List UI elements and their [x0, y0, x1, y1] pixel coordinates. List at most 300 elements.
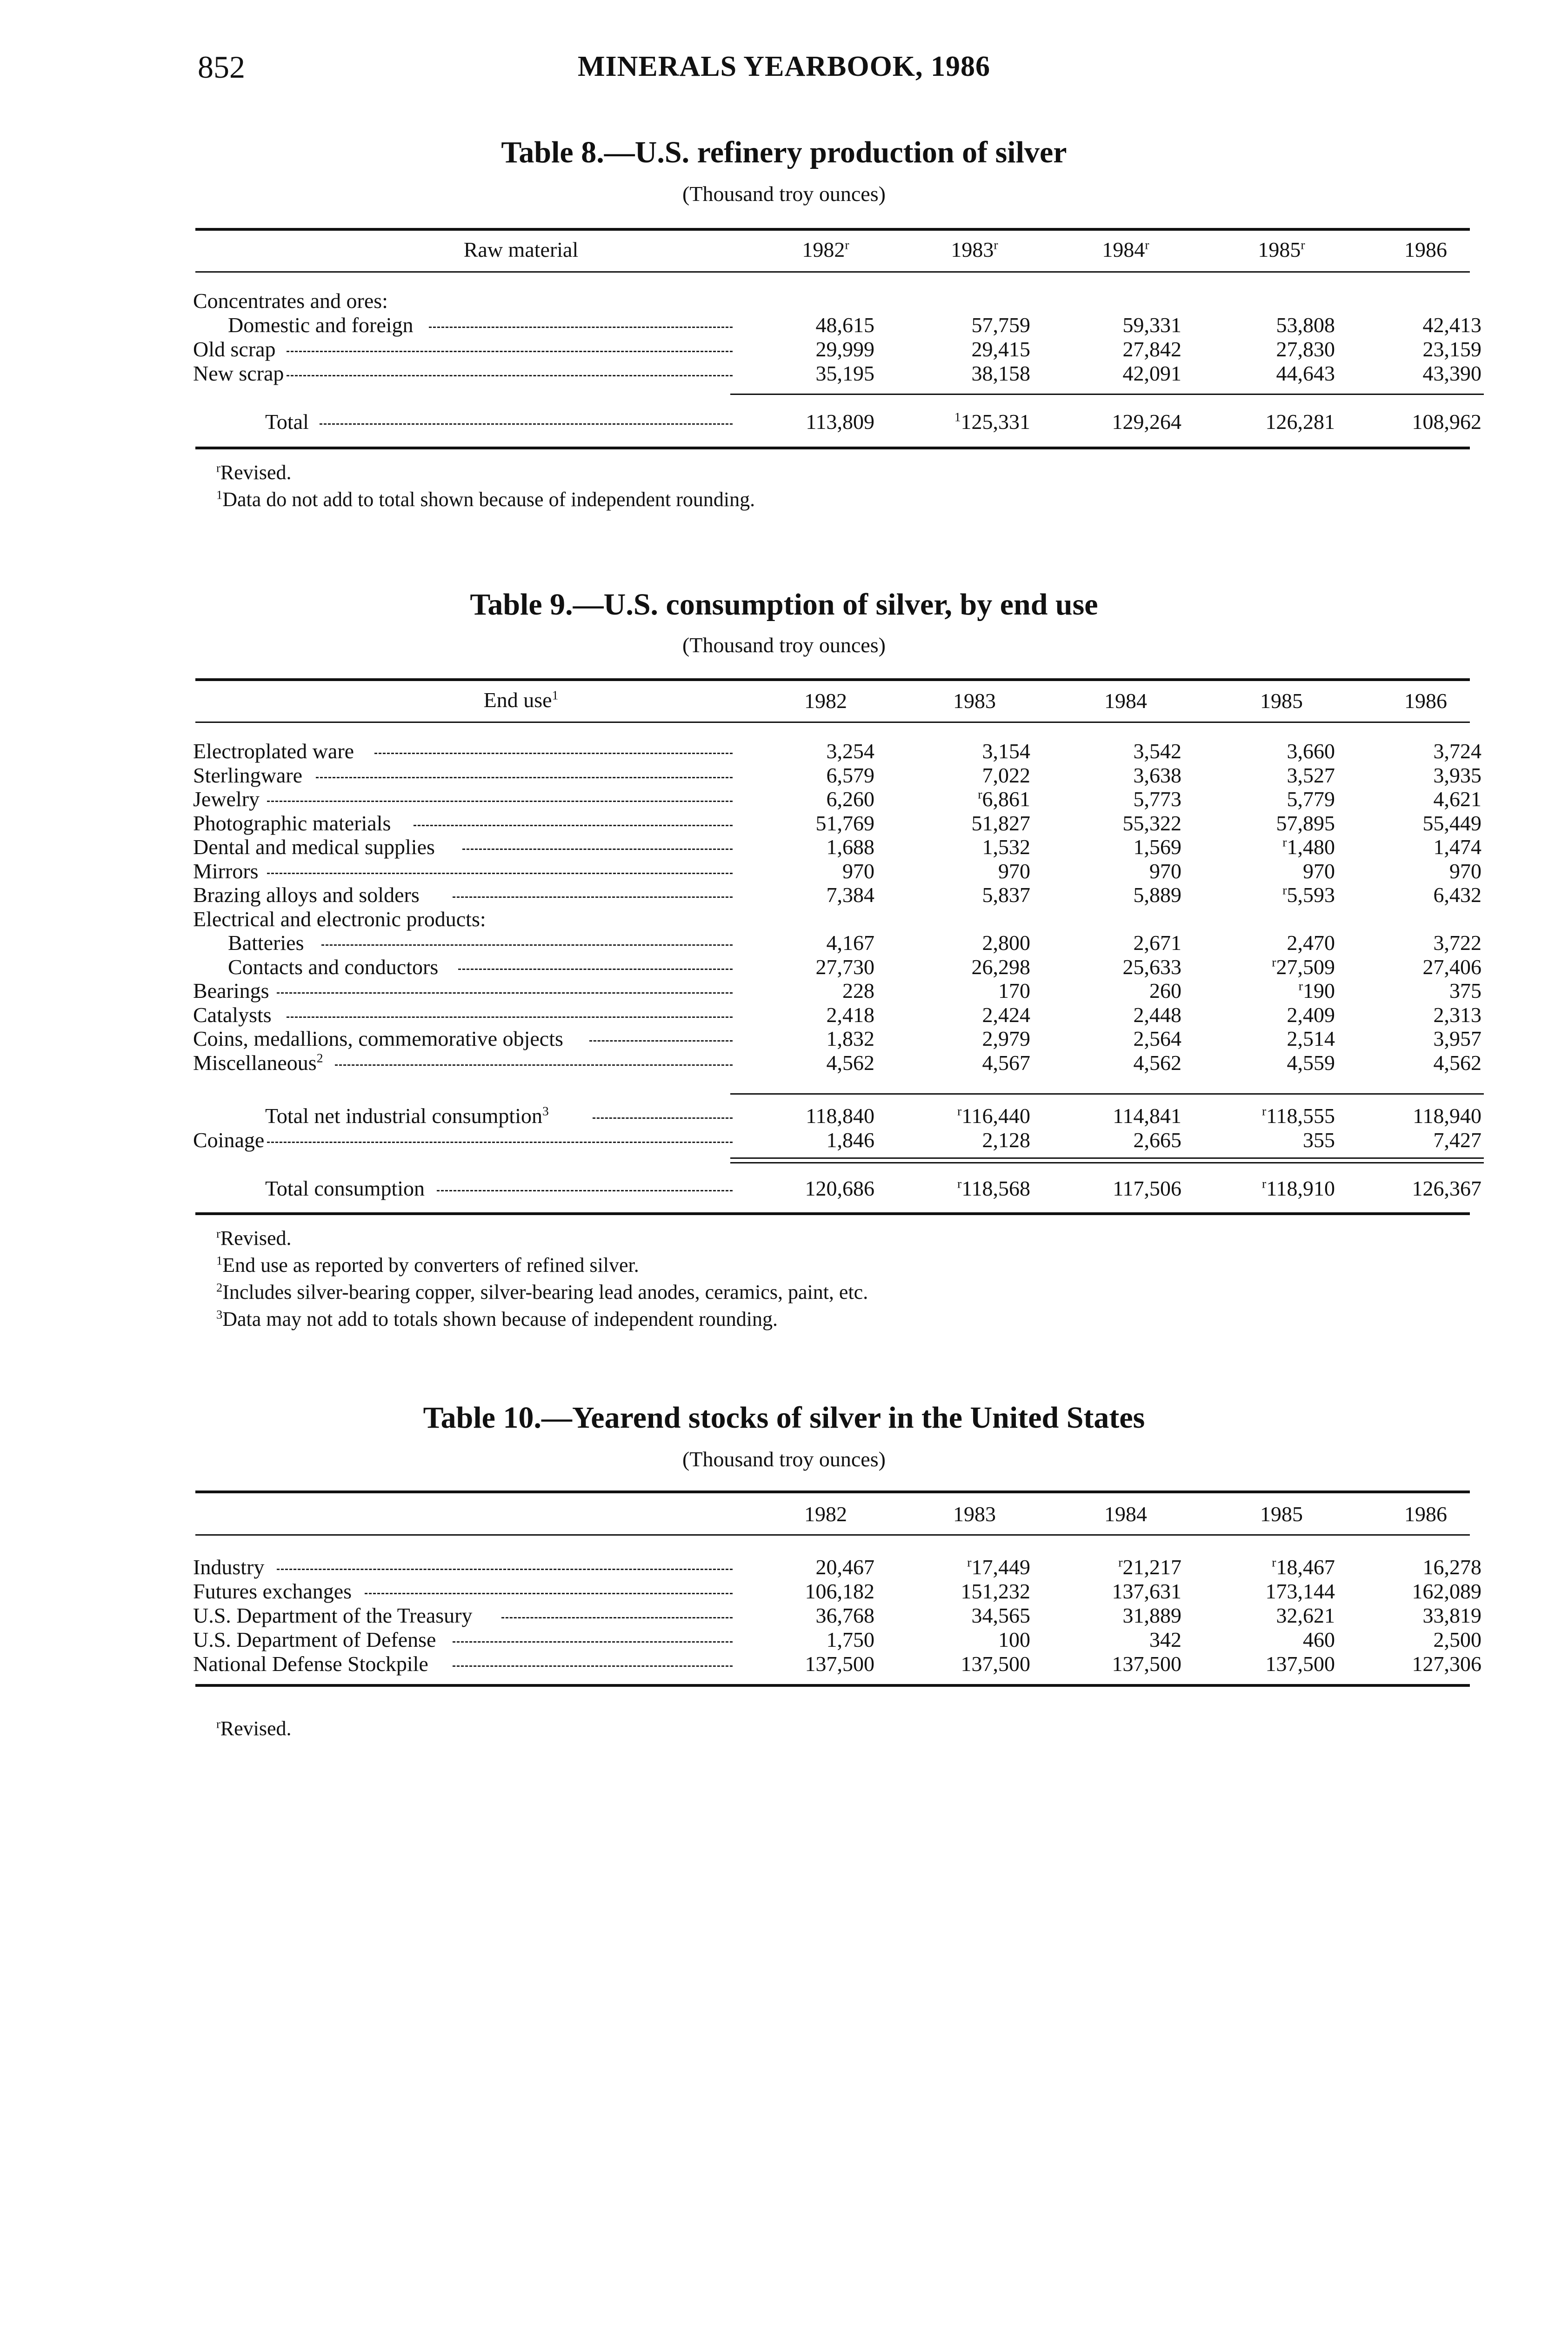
- table-cell: [1079, 1555, 1181, 1579]
- footnote: [216, 488, 755, 511]
- dot-leader: [462, 849, 733, 850]
- cell-value: 970: [1303, 859, 1335, 883]
- row-label-text: Bearings: [193, 979, 269, 1003]
- cell-value: 100: [998, 1628, 1030, 1651]
- row-label-text: U.S. Department of the Treasury: [193, 1604, 473, 1627]
- table-cell: [772, 1050, 874, 1075]
- cell-value: 118,555: [1266, 1104, 1335, 1128]
- table-cell: [928, 739, 1030, 763]
- footnote-mark: r: [216, 1226, 220, 1241]
- cell-value: 29,999: [815, 337, 874, 361]
- row-label: [193, 1128, 264, 1152]
- total-row: [0, 1176, 1568, 1200]
- table-cell: [928, 1050, 1030, 1075]
- cell-value: 137,500: [961, 1652, 1030, 1676]
- table-cell: [772, 1579, 874, 1604]
- row-label-text: Coinage: [193, 1128, 265, 1152]
- cell-value: 2,470: [1287, 931, 1335, 955]
- dot-leader: [453, 1665, 733, 1667]
- table-cell: [1379, 955, 1481, 979]
- table8-subtitle: (Thousand troy ounces): [682, 182, 886, 206]
- cell-value: 42,413: [1422, 313, 1481, 337]
- row-label-text: Total net industrial consumption: [265, 1104, 542, 1128]
- table-cell: [772, 1103, 874, 1128]
- table-cell: [1233, 1003, 1335, 1027]
- dot-leader: [267, 1142, 733, 1143]
- dot-leader: [277, 992, 733, 994]
- cell-value: 59,331: [1122, 313, 1181, 337]
- cell-value: 3,722: [1433, 931, 1481, 955]
- cell-value: 2,418: [826, 1003, 874, 1027]
- cell-value: 7,427: [1433, 1128, 1481, 1152]
- footnote-text: Revised.: [220, 461, 292, 484]
- table-cell: [928, 1651, 1030, 1676]
- total-row: [0, 409, 1568, 434]
- cell-value: 137,500: [805, 1652, 874, 1676]
- table8-stub-header: Raw material: [463, 238, 579, 261]
- footnote-mark: r: [216, 461, 220, 475]
- cell-value: 4,167: [826, 931, 874, 955]
- footnote-text: Includes silver-bearing copper, silver-bearing lead anodes, ceramics, paint, etc.: [222, 1281, 868, 1303]
- table-cell: [1079, 978, 1181, 1003]
- table-cell: [1233, 1103, 1335, 1128]
- cell-value: 114,841: [1113, 1104, 1181, 1128]
- table-cell: [772, 1651, 874, 1676]
- cell-value: 27,730: [815, 955, 874, 979]
- table-cell: [1079, 763, 1181, 788]
- table-cell: [928, 835, 1030, 859]
- cell-value: 2,564: [1133, 1027, 1181, 1050]
- cell-value: 3,724: [1433, 739, 1481, 763]
- cell-value: 4,567: [982, 1051, 1030, 1075]
- cell-value: 2,128: [982, 1128, 1030, 1152]
- column-header: 1985: [1260, 689, 1303, 713]
- column-header: 1986: [1404, 1502, 1447, 1526]
- table-cell: [1233, 930, 1335, 955]
- row-label-text: Futures exchanges: [193, 1579, 352, 1603]
- row-label: [265, 409, 309, 434]
- table10-bottom-rule: [195, 1684, 1470, 1687]
- table-cell: [1379, 1627, 1481, 1652]
- table-cell: [1379, 1050, 1481, 1075]
- footnote: [216, 1253, 639, 1277]
- row-label-text: Batteries: [228, 931, 304, 955]
- cell-value: 44,643: [1276, 361, 1335, 385]
- dot-leader: [287, 375, 733, 376]
- cell-value: 4,562: [826, 1051, 874, 1075]
- cell-value: 170: [998, 979, 1030, 1003]
- cell-value: 26,298: [971, 955, 1030, 979]
- table-cell: [928, 337, 1030, 361]
- table-cell: [1233, 1128, 1335, 1152]
- table-cell: [1379, 1128, 1481, 1152]
- table9-subtitle: (Thousand troy ounces): [682, 633, 886, 657]
- table-cell: [1233, 835, 1335, 859]
- table-cell: [1079, 1003, 1181, 1027]
- cell-value: 228: [842, 979, 874, 1003]
- table10-subtitle: (Thousand troy ounces): [682, 1447, 886, 1471]
- table-cell: [772, 835, 874, 859]
- column-header: 1983: [953, 1502, 996, 1526]
- table-cell: [772, 1003, 874, 1027]
- table-cell: [1379, 1003, 1481, 1027]
- cell-value: 2,409: [1287, 1003, 1335, 1027]
- cell-value: 2,800: [982, 931, 1030, 955]
- row-label: [193, 978, 269, 1003]
- cell-value: 3,154: [982, 739, 1030, 763]
- dot-leader: [335, 1064, 733, 1066]
- dot-leader: [267, 801, 733, 802]
- cell-value: 27,509: [1276, 955, 1335, 979]
- table-cell: [1379, 361, 1481, 386]
- table-cell: [1379, 1603, 1481, 1628]
- table-cell: [1233, 1627, 1335, 1652]
- table-cell: [1079, 739, 1181, 763]
- table-cell: [1079, 361, 1181, 386]
- table-cell: [1233, 763, 1335, 788]
- table-cell: [772, 955, 874, 979]
- table-cell: [1233, 1026, 1335, 1051]
- cell-value: 460: [1303, 1628, 1335, 1651]
- table-cell: [1379, 811, 1481, 835]
- table-cell: [772, 1128, 874, 1152]
- revised-mark: r: [1301, 237, 1305, 252]
- cell-value: 970: [1449, 859, 1481, 883]
- table-cell: [928, 763, 1030, 788]
- table-row: [0, 787, 1568, 811]
- table-cell: [1079, 955, 1181, 979]
- cell-value: 36,768: [815, 1604, 874, 1627]
- column-header: 1983: [953, 689, 996, 713]
- cell-value: 25,633: [1122, 955, 1181, 979]
- dot-leader: [429, 327, 733, 328]
- table-cell: [1233, 1579, 1335, 1604]
- table-cell: [1233, 811, 1335, 835]
- dot-leader: [287, 1016, 733, 1018]
- table-row: [0, 835, 1568, 859]
- cell-value: 51,827: [971, 811, 1030, 835]
- table-cell: [1379, 1026, 1481, 1051]
- cell-value: 117,506: [1113, 1176, 1181, 1200]
- cell-value: 4,621: [1433, 787, 1481, 811]
- cell-value: 6,579: [826, 763, 874, 787]
- footnote-mark: 3: [216, 1307, 223, 1322]
- table-row: [0, 739, 1568, 763]
- table-cell: [1079, 859, 1181, 883]
- table-cell: [772, 978, 874, 1003]
- row-label: [193, 811, 391, 835]
- cell-value: 3,638: [1133, 763, 1181, 787]
- table-cell: [1233, 1176, 1335, 1201]
- table-cell: [772, 763, 874, 788]
- cell-value: 55,322: [1122, 811, 1181, 835]
- cell-value: 129,264: [1112, 410, 1181, 434]
- cell-value: 118,910: [1266, 1176, 1335, 1200]
- cell-value: 6,861: [982, 787, 1030, 811]
- revised-mark: r: [1262, 1176, 1267, 1191]
- table9-stub-header: [405, 688, 637, 712]
- table-cell: [1379, 882, 1481, 907]
- cell-value: 53,808: [1276, 313, 1335, 337]
- table-cell: [772, 882, 874, 907]
- dot-leader: [453, 896, 733, 898]
- cell-value: 29,415: [971, 337, 1030, 361]
- cell-value: 116,440: [961, 1104, 1030, 1128]
- dot-leader: [414, 825, 733, 826]
- total-rule: [730, 1157, 1484, 1159]
- cell-value: 27,830: [1276, 337, 1335, 361]
- table-cell: [1233, 787, 1335, 811]
- row-label: [228, 955, 438, 979]
- table9-top-rule: [195, 678, 1470, 681]
- table-cell: [1079, 1627, 1181, 1652]
- cell-value: 27,842: [1122, 337, 1181, 361]
- table-cell: [1233, 1651, 1335, 1676]
- footnote-mark: r: [216, 1717, 220, 1731]
- cell-value: 34,565: [971, 1604, 1030, 1627]
- table-cell: [1379, 1651, 1481, 1676]
- cell-value: 113,809: [806, 410, 874, 434]
- table-cell: [1233, 882, 1335, 907]
- footnote: [216, 1280, 868, 1304]
- dot-leader: [267, 873, 733, 874]
- footnote: [216, 1717, 292, 1740]
- row-label-text: Total: [265, 410, 309, 434]
- cell-value: 4,559: [1287, 1051, 1335, 1075]
- revised-mark: r: [994, 237, 998, 252]
- cell-value: 33,819: [1422, 1604, 1481, 1627]
- row-label: [193, 1579, 352, 1604]
- table-cell: [772, 1627, 874, 1652]
- cell-value: 2,313: [1433, 1003, 1481, 1027]
- table-cell: [1079, 930, 1181, 955]
- dot-leader: [593, 1117, 733, 1119]
- cell-value: 23,159: [1422, 337, 1481, 361]
- column-header-year: 1982: [802, 238, 845, 261]
- dot-leader: [374, 753, 733, 754]
- dot-leader: [501, 1617, 733, 1618]
- cell-value: 1,569: [1133, 835, 1181, 859]
- dot-leader: [277, 1569, 733, 1570]
- footnote-text: End use as reported by converters of refined silver.: [222, 1254, 639, 1277]
- cell-value: 3,957: [1433, 1027, 1481, 1050]
- cell-value: 5,837: [982, 883, 1030, 907]
- table9-stub-header-mark: 1: [552, 688, 559, 702]
- cell-value: 5,779: [1287, 787, 1335, 811]
- cell-value: 6,432: [1433, 883, 1481, 907]
- row-label: [193, 787, 260, 811]
- table9-header-rule: [195, 722, 1470, 723]
- table-cell: [772, 1176, 874, 1201]
- table-cell: [1379, 1176, 1481, 1201]
- cell-value: 2,448: [1133, 1003, 1181, 1027]
- table-cell: [1079, 1603, 1181, 1628]
- column-header: 1982: [804, 689, 847, 713]
- row-label: [193, 1651, 428, 1676]
- cell-value: 3,527: [1287, 763, 1335, 787]
- revised-mark: r: [957, 1103, 962, 1118]
- cell-value: 126,281: [1265, 410, 1335, 434]
- table-cell: [1379, 859, 1481, 883]
- row-label-text: Sterlingware: [193, 763, 303, 787]
- footnote-text: Data do not add to total shown because of independent rounding.: [222, 488, 755, 511]
- row-label-text: Mirrors: [193, 859, 259, 883]
- total-rule-double: [730, 1162, 1484, 1163]
- row-label: [228, 313, 414, 337]
- cell-value: 55,449: [1422, 811, 1481, 835]
- table-cell: [772, 409, 874, 434]
- row-label: [193, 859, 259, 883]
- table-row: [0, 930, 1568, 955]
- cell-value: 31,889: [1122, 1604, 1181, 1627]
- cell-value: 120,686: [805, 1176, 874, 1200]
- column-header: 1982: [804, 1502, 847, 1526]
- row-label: [193, 1003, 272, 1027]
- cell-value: 5,889: [1133, 883, 1181, 907]
- table-cell: [1379, 1555, 1481, 1579]
- row-label-text: Industry: [193, 1555, 265, 1579]
- table-cell: [772, 313, 874, 337]
- table-row: [0, 1603, 1568, 1627]
- cell-value: 137,631: [1112, 1579, 1181, 1603]
- cell-value: 27,406: [1422, 955, 1481, 979]
- cell-value: 1,688: [826, 835, 874, 859]
- column-header-year: 1984: [1102, 238, 1145, 261]
- table8-title: Table 8.—U.S. refinery production of silver: [501, 135, 1067, 169]
- running-head: MINERALS YEARBOOK, 1986: [577, 51, 991, 82]
- dot-leader: [589, 1040, 733, 1042]
- table-cell: [772, 1555, 874, 1579]
- table-cell: [1079, 1128, 1181, 1152]
- table-cell: [1379, 1579, 1481, 1604]
- table-cell: [928, 1026, 1030, 1051]
- row-label: [193, 763, 302, 788]
- table-row: [0, 1651, 1568, 1676]
- column-header: [1068, 237, 1184, 262]
- table-cell: [1233, 1603, 1335, 1628]
- group-label: Electrical and electronic products:: [193, 907, 486, 931]
- table-cell: [928, 978, 1030, 1003]
- subtotal-rule: [730, 1093, 1484, 1095]
- row-label: [193, 1603, 472, 1628]
- table-cell: [1233, 1050, 1335, 1075]
- cell-value: 355: [1303, 1128, 1335, 1152]
- row-label: [265, 1103, 549, 1128]
- row-label-text: Brazing alloys and solders: [193, 883, 420, 907]
- cell-value: 1,480: [1287, 835, 1335, 859]
- dot-leader: [458, 969, 733, 970]
- row-label: [193, 739, 354, 763]
- revised-mark: r: [967, 1555, 972, 1570]
- revised-mark: r: [1272, 955, 1276, 969]
- cell-value: 970: [1149, 859, 1181, 883]
- row-label-text: Miscellaneous: [193, 1051, 317, 1075]
- table-cell: [1079, 1026, 1181, 1051]
- table-cell: [1233, 337, 1335, 361]
- table-row: [0, 882, 1568, 907]
- column-header: [916, 237, 1033, 262]
- cell-value: 3,254: [826, 739, 874, 763]
- row-label-text: Total consumption: [265, 1176, 425, 1200]
- cell-value: 4,562: [1133, 1051, 1181, 1075]
- footnote-mark: 1: [216, 488, 223, 502]
- coinage-row: [0, 1128, 1568, 1152]
- table-cell: [1379, 763, 1481, 788]
- table-row: [0, 859, 1568, 883]
- table-cell: [1379, 978, 1481, 1003]
- row-label-text: Electroplated ware: [193, 739, 354, 763]
- row-label-text: Contacts and conductors: [228, 955, 439, 979]
- cell-value: 190: [1303, 979, 1335, 1003]
- cell-value: 2,500: [1433, 1628, 1481, 1651]
- page-number: 852: [198, 49, 245, 85]
- table-row: [0, 1555, 1568, 1579]
- table-cell: [1379, 930, 1481, 955]
- table-row: [0, 1026, 1568, 1050]
- table-cell: [1233, 1555, 1335, 1579]
- revised-mark: 1: [954, 409, 961, 424]
- cell-value: 970: [998, 859, 1030, 883]
- table-cell: [928, 1555, 1030, 1579]
- table-cell: [928, 1003, 1030, 1027]
- revised-mark: r: [978, 787, 982, 802]
- table-cell: [1079, 1176, 1181, 1201]
- cell-value: 970: [842, 859, 874, 883]
- row-label: [193, 361, 284, 386]
- table-cell: [772, 859, 874, 883]
- cell-value: 2,979: [982, 1027, 1030, 1050]
- row-label-text: Domestic and foreign: [228, 313, 414, 337]
- cell-value: 1,846: [826, 1128, 874, 1152]
- column-header: [1368, 237, 1484, 262]
- table10-header-rule: [195, 1534, 1470, 1536]
- table9-stub-header-text: End use: [483, 688, 552, 712]
- table10-top-rule: [195, 1491, 1470, 1493]
- group-label-row: [0, 288, 1568, 313]
- cell-value: 127,306: [1412, 1652, 1481, 1676]
- cell-value: 7,022: [982, 763, 1030, 787]
- table-cell: [928, 811, 1030, 835]
- dot-leader: [287, 351, 733, 352]
- column-header: 1984: [1104, 689, 1147, 713]
- cell-value: 20,467: [815, 1555, 874, 1579]
- footnote-mark: 1: [216, 1253, 223, 1268]
- total-rule: [730, 394, 1484, 395]
- footnote-text: Data may not add to totals shown because of independent rounding.: [222, 1308, 778, 1330]
- revised-mark: r: [1282, 882, 1287, 897]
- table-cell: [1079, 337, 1181, 361]
- cell-value: 57,759: [971, 313, 1030, 337]
- dot-leader: [453, 1641, 733, 1643]
- dot-leader: [320, 423, 733, 425]
- table-cell: [1233, 859, 1335, 883]
- table-cell: [1233, 955, 1335, 979]
- footnote: [216, 1226, 292, 1250]
- row-label-text: National Defense Stockpile: [193, 1652, 428, 1676]
- cell-value: 3,935: [1433, 763, 1481, 787]
- cell-value: 3,542: [1133, 739, 1181, 763]
- table8-header-rule: [195, 271, 1470, 273]
- cell-value: 42,091: [1122, 361, 1181, 385]
- column-header: 1986: [1404, 689, 1447, 713]
- cell-value: 1,532: [982, 835, 1030, 859]
- table-cell: [772, 811, 874, 835]
- footnote: [216, 1307, 778, 1331]
- column-header: [767, 237, 884, 262]
- row-label: [193, 835, 435, 859]
- cell-value: 118,840: [806, 1104, 874, 1128]
- table-cell: [1079, 1103, 1181, 1128]
